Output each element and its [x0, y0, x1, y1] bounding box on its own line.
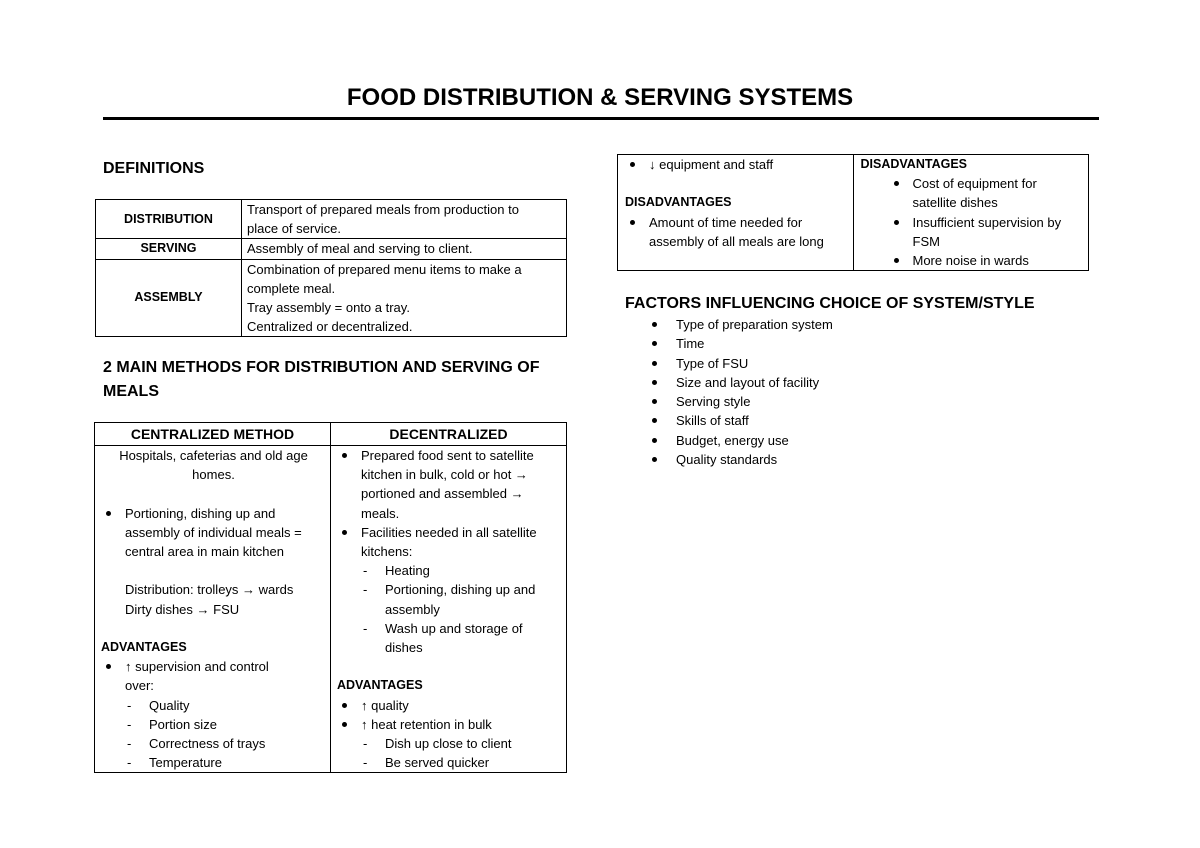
centralized-header: CENTRALIZED METHOD	[95, 423, 331, 446]
list-item	[337, 523, 562, 561]
bullet-line: kitchen in bulk, cold or hot →	[361, 467, 528, 483]
control-items-list	[101, 696, 326, 773]
bullet-line: meals.	[361, 505, 400, 521]
list-item: Quality standards	[625, 450, 833, 469]
list-item: ↑ heat retention in bulk	[337, 715, 562, 734]
table-row	[96, 200, 567, 239]
title-rule	[103, 117, 1099, 120]
bullet-line: Facilities needed in all satellite	[361, 524, 537, 540]
centralized-continued-list	[625, 155, 847, 174]
list-item	[337, 619, 562, 657]
centralized-cell	[95, 446, 331, 773]
bullet-line: kitchens:	[361, 544, 413, 560]
methods-heading-line: 2 MAIN METHODS FOR DISTRIBUTION AND SERVING OF	[103, 359, 540, 376]
facility-line: assembly	[385, 601, 440, 617]
distribution-line: Distribution: trolleys → wards	[125, 582, 294, 598]
list-item: - Be served quicker	[337, 753, 562, 772]
list-item: Serving style	[625, 392, 833, 411]
bullet-line: central area in main kitchen	[125, 544, 284, 559]
centralized-intro: homes.	[192, 467, 235, 483]
definition-term: DISTRIBUTION	[96, 200, 242, 239]
list-item	[101, 657, 326, 695]
list-item: Type of FSU	[625, 354, 833, 373]
definition-text	[242, 200, 567, 239]
list-item: ↑ quality	[337, 696, 562, 715]
facilities-list	[337, 561, 562, 657]
centralized-continued-cell	[618, 155, 854, 271]
centralized-bullet-list	[101, 504, 326, 562]
disadvantages-list	[625, 213, 847, 251]
bullet-line: Prepared food sent to satellite	[361, 448, 534, 463]
list-item: - Dish up close to client	[337, 734, 562, 753]
definitions-table	[95, 199, 567, 337]
disadvantages-list	[861, 174, 1083, 270]
list-item: Time	[625, 334, 833, 353]
bullet-line: ↑ supervision and control	[125, 659, 269, 675]
definition-line: Transport of prepared meals from production to	[247, 202, 519, 217]
advantages-label: ADVANTAGES	[337, 678, 423, 693]
definitions-heading: DEFINITIONS	[103, 160, 205, 177]
advantages-label: ADVANTAGES	[101, 639, 187, 654]
list-item: - Portion size	[101, 715, 326, 734]
list-item: Type of preparation system	[625, 315, 833, 334]
definition-line: Assembly of meal and serving to client.	[247, 241, 473, 257]
decentralized-continued-cell	[853, 155, 1089, 271]
factors-list	[625, 315, 833, 469]
distribution-line: Dirty dishes → FSU	[125, 601, 240, 617]
list-item	[861, 213, 1083, 251]
methods-heading-line: MEALS	[103, 383, 159, 400]
decentralized-header: DECENTRALIZED	[331, 423, 567, 446]
list-item: - Temperature	[101, 753, 326, 772]
definition-line: Centralized or decentralized.	[247, 319, 413, 335]
page-title: FOOD DISTRIBUTION & SERVING SYSTEMS	[346, 84, 854, 111]
table-row	[95, 446, 567, 773]
table-row	[96, 239, 567, 259]
bullet-line: over:	[125, 678, 154, 694]
disadvantages-label: DISADVANTAGES	[860, 157, 967, 171]
centralized-intro: Hospitals, cafeterias and old age	[119, 448, 308, 463]
decentralized-cell	[331, 446, 567, 773]
bullet-line: satellite dishes	[912, 195, 998, 211]
factors-bullets	[625, 315, 833, 469]
table-header-row	[95, 423, 567, 446]
bullet-line: Portioning, dishing up and	[125, 505, 276, 521]
bullet-line: portioned and assembled →	[361, 486, 524, 502]
facility-line: - Portioning, dishing up and	[385, 582, 536, 598]
methods-heading	[103, 356, 539, 404]
heat-items-list	[337, 734, 562, 772]
bullet-line: Insufficient supervision by	[912, 214, 1062, 230]
list-item: - Correctness of trays	[101, 734, 326, 753]
decentralized-bullet-list	[337, 446, 562, 561]
definition-text	[242, 259, 567, 337]
list-item	[861, 251, 1083, 270]
disadvantages-label: DISADVANTAGES	[625, 195, 732, 210]
factors-heading: FACTORS INFLUENCING CHOICE OF SYSTEM/STYLE	[625, 295, 1035, 312]
table-row	[96, 259, 567, 337]
bullet-line: FSM	[912, 233, 940, 249]
advantages-list	[337, 696, 562, 734]
definition-line: Combination of prepared menu items to make a	[247, 261, 522, 277]
list-item	[861, 174, 1083, 212]
bullet-line: Amount of time needed for	[649, 214, 803, 230]
facility-line: - Heating	[385, 563, 430, 579]
bullet-line: assembly of all meals are long	[649, 233, 824, 249]
definition-line: Tray assembly = onto a tray.	[247, 300, 410, 316]
bullet-line: assembly of individual meals =	[125, 524, 302, 540]
list-item: Budget, energy use	[625, 431, 833, 450]
list-item	[337, 561, 562, 580]
definition-text	[242, 239, 567, 259]
facility-line: - Wash up and storage of	[385, 620, 523, 636]
definition-term: SERVING	[96, 239, 242, 259]
list-item	[101, 504, 326, 562]
methods-table	[94, 422, 567, 773]
bullet-line: Cost of equipment for	[912, 176, 1037, 192]
definition-line: complete meal.	[247, 280, 336, 296]
continued-table	[617, 154, 1089, 271]
list-item: ↓ equipment and staff	[625, 155, 847, 174]
list-item	[625, 213, 847, 251]
definition-line: place of service.	[247, 221, 341, 237]
table-row	[618, 155, 1089, 271]
list-item	[337, 580, 562, 618]
list-item: Skills of staff	[625, 411, 833, 430]
advantages-list	[101, 657, 326, 695]
definition-term: ASSEMBLY	[96, 259, 242, 337]
list-item: Size and layout of facility	[625, 373, 833, 392]
bullet-line: More noise in wards	[912, 253, 1029, 269]
list-item	[337, 446, 562, 523]
list-item: - Quality	[101, 696, 326, 715]
facility-line: dishes	[385, 640, 423, 656]
